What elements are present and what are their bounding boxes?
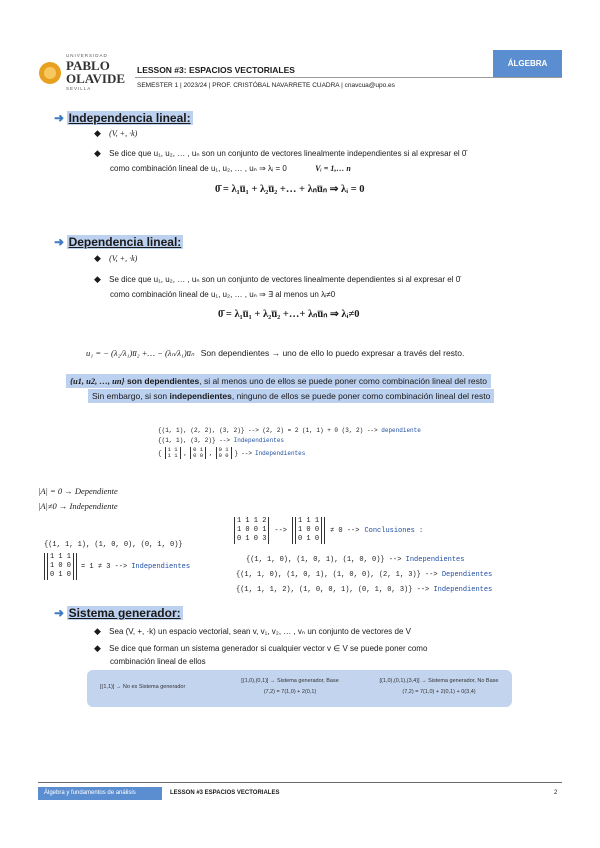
footer-divider: [38, 782, 562, 783]
footer-bar: [38, 787, 162, 800]
header-divider: [135, 77, 562, 78]
subject-tag: ÁLGEBRA: [493, 50, 562, 77]
formula-line: u₁ = − (λ₂/λ₁)u̅₂ +… − (λₙ/λ₁)u̅ₙ Son dependientes → uno de ello lo puedo expresar a través del resto.: [86, 348, 465, 358]
diamond-bullet-icon: ◆: [94, 626, 101, 636]
section-title: Dependencia lineal:: [68, 235, 182, 249]
example-1: {(1, 1), (2, 2), (3, 2)} --> (2, 2) = 2 (1, 1) + 0 (3, 2) --> dependiente: [158, 427, 421, 434]
logo-sevilla: SEVILLA: [66, 86, 92, 91]
equation: 0̄ = λ₁u̅₁ + λ₂u̅₂ +…+ λₙu̅ₙ ⇒ λᵢ≠0: [218, 309, 360, 320]
diamond-bullet-icon: ◆: [94, 128, 101, 138]
footer-course: Álgebra y fundamentos de análisis: [44, 790, 136, 796]
bullet-item: ◆ Se dice que u₁, u₂, … , uₙ son un conjunto de vectores linealmente dependientes si al expresar el 0̄: [94, 274, 461, 284]
diamond-bullet-icon: ◆: [94, 148, 101, 158]
arrow-icon: ➜: [54, 111, 65, 125]
bullet-item: ◆ Se dice que forman un sistema generador si cualquier vector v ∈ V se puede poner como: [94, 643, 428, 653]
matrix: 1 1 1 1: [165, 447, 181, 459]
arrow-icon: ➜: [54, 235, 65, 249]
section-title: Sistema generador:: [68, 606, 181, 620]
det-nonzero-rule: |A|≠0 → Independiente: [38, 501, 118, 511]
diamond-bullet-icon: ◆: [94, 643, 101, 653]
diamond-bullet-icon: ◆: [94, 274, 101, 284]
highlight-line-2: Sin embargo, si son independientes, ninguno de ellos se puede poner como combinación lineal del resto: [88, 389, 494, 403]
matrix-right-example: 1 1 1 2 1 0 0 1 0 1 0 3 --> 1 1 1 1 0 0 0 1 0 ≠ 0 --> Conclusiones :: [234, 517, 423, 544]
bullet-item: ◆ Se dice que u₁, u₂, … , uₙ son un conjunto de vectores linealmente independientes si al expresar el 0̄: [94, 148, 467, 158]
bullet-continuation: combinación lineal de ellos: [110, 657, 206, 666]
set-right-1: {(1, 1, 0), (1, 0, 1), (1, 0, 0)} --> Independientes: [246, 556, 465, 564]
section-dependencia: [54, 235, 183, 249]
section-title: Independencia lineal:: [68, 111, 191, 125]
matrix-left-example: 1 1 1 1 0 0 0 1 0 = 1 ≠ 3 --> Independientes: [44, 553, 190, 580]
sg-example-2: [(1,0),(0,1)] → Sistema generador, Base (7,2) = 7(1,0) + 2(0,1): [241, 678, 339, 695]
bullet-item: ◆ Sea (V, +, ·k) un espacio vectorial, sean v, v₁, v₂, … , vₙ un conjunto de vectores de V: [94, 626, 411, 636]
sg-example-3: [(1,0),(0,1),(3,4)] → Sistema generador, No Base (7,2) = 7(1,0) + 2(0,1) + 0(3,4): [379, 678, 499, 695]
matrix: 0 1 0 0: [190, 447, 206, 459]
matrix: 1 1 1 1 0 0 0 1 0: [47, 553, 74, 580]
example-3: { 1 1 1 1 , 0 1 0 0 , 0 1 0 0 } --> Independientes: [158, 446, 306, 459]
set-right-2: {(1, 1, 0), (1, 0, 1), (1, 0, 0), (2, 1, 3)} --> Dependientes: [236, 571, 493, 579]
footer-lesson: LESSON #3 ESPACIOS VECTORIALES: [170, 790, 280, 796]
bullet-item: ◆ (V, +, ·k): [94, 253, 138, 263]
section-independencia: [54, 111, 193, 125]
university-logo: [38, 52, 130, 94]
matrix: 0 1 0 0: [216, 447, 232, 459]
bullet-item: ◆ (V, +, ·k): [94, 128, 138, 138]
matrix: 1 1 1 1 0 0 0 1 0: [295, 517, 322, 544]
bullet-continuation: como combinación lineal de u₁, u₂, … , uₙ ⇒ ∃ al menos un λᵢ≠0: [110, 290, 336, 299]
logo-pablo: PABLO: [66, 58, 110, 73]
sg-example-1: [(1,1)] → No es Sistema generador: [100, 684, 186, 690]
logo-university: UNIVERSIDAD: [66, 53, 108, 58]
logo-olavide: OLAVIDE: [66, 71, 126, 86]
bullet-continuation: como combinación lineal de u₁, u₂, … , uₙ ⇒ λᵢ = 0 Vᵢ = 1,… n: [110, 164, 351, 173]
section-sistema: [54, 606, 183, 620]
equation: 0̄ = λ₁u̅₁ + λ₂u̅₂ +… + λₙu̅ₙ ⇒ λᵢ = 0: [215, 184, 365, 195]
lesson-title: LESSON #3: ESPACIOS VECTORIALES: [137, 65, 295, 75]
highlight-line-1: {u1, u2, …, un} son dependientes, si al menos uno de ellos se puede poner como combinación lineal del resto: [66, 374, 491, 388]
example-2: {(1, 1), (3, 2)} --> Independientes: [158, 437, 285, 444]
page-number: 2: [554, 790, 558, 796]
set-right-3: {(1, 1, 1, 2), (1, 0, 0, 1), (0, 1, 0, 3)} --> Independientes: [236, 586, 493, 594]
set-left: {(1, 1, 1), (1, 0, 0), (0, 1, 0)}: [44, 541, 183, 549]
diamond-bullet-icon: ◆: [94, 253, 101, 263]
matrix: 1 1 1 2 1 0 0 1 0 1 0 3: [234, 517, 269, 544]
header-subtitle: SEMESTER 1 | 2023/24 | PROF. CRISTÓBAL NAVARRETE CUADRA | cnavcua@upo.es: [137, 82, 395, 89]
det-zero-rule: |A| = 0 → Dependiente: [38, 486, 118, 496]
sistema-examples-box: [87, 670, 512, 707]
arrow-icon: ➜: [54, 606, 65, 620]
